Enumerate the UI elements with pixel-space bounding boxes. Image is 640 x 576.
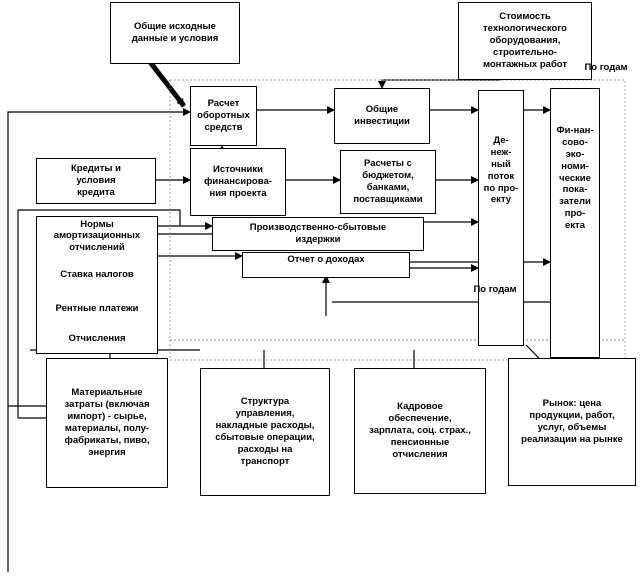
arrow-initial-to-working-capital <box>150 62 184 106</box>
label-by-years-mid: По годам <box>473 284 517 295</box>
box-left-list <box>36 216 158 354</box>
box-working-capital: Расчет оборотных средств <box>190 86 257 146</box>
list-item-rent: Рентные платежи <box>55 303 139 314</box>
box-equipment-cost: Стоимость технологического оборудования, строительно- монтажных работ <box>458 2 592 80</box>
box-management-structure: Структура управления, накладные расходы, сбытовые операции, расходы на транспорт <box>200 368 330 496</box>
box-financing-sources: Источники финансирова- ния проекта <box>190 148 286 216</box>
box-settlements: Расчеты с бюджетом, банками, поставщиками <box>340 150 436 214</box>
box-income-report: Отчет о доходах <box>242 252 410 278</box>
box-initial-data: Общие исходные данные и условия <box>110 2 240 64</box>
box-market: Рынок: цена продукции, работ, услуг, объемы реализации на рынке <box>508 358 636 486</box>
list-item-deductions: Отчисления <box>68 333 126 344</box>
box-cash-flow: Де- неж- ный поток по про- екту <box>478 90 524 346</box>
box-production-costs: Производственно-сбытовые издержки <box>212 217 424 251</box>
box-total-investment: Общие инвестиции <box>334 88 430 144</box>
list-item-tax-rate: Ставка налогов <box>60 269 134 280</box>
box-material-costs: Материальные затраты (включая импорт) - сырье, материалы, полу- фабрикаты, пиво, энергия <box>46 358 168 488</box>
label-by-years-top: По годам <box>584 62 628 73</box>
box-staffing: Кадровое обеспечение, зарплата, соц. страх., пенсионные отчисления <box>354 368 486 494</box>
list-item-depreciation: Нормы амортизационных отчислений <box>53 219 141 253</box>
box-financial-indicators: Фи-нан- сово- эко- номи- ческие пока- затели про- екта <box>550 88 600 358</box>
box-credits: Кредиты и условия кредита <box>36 158 156 204</box>
